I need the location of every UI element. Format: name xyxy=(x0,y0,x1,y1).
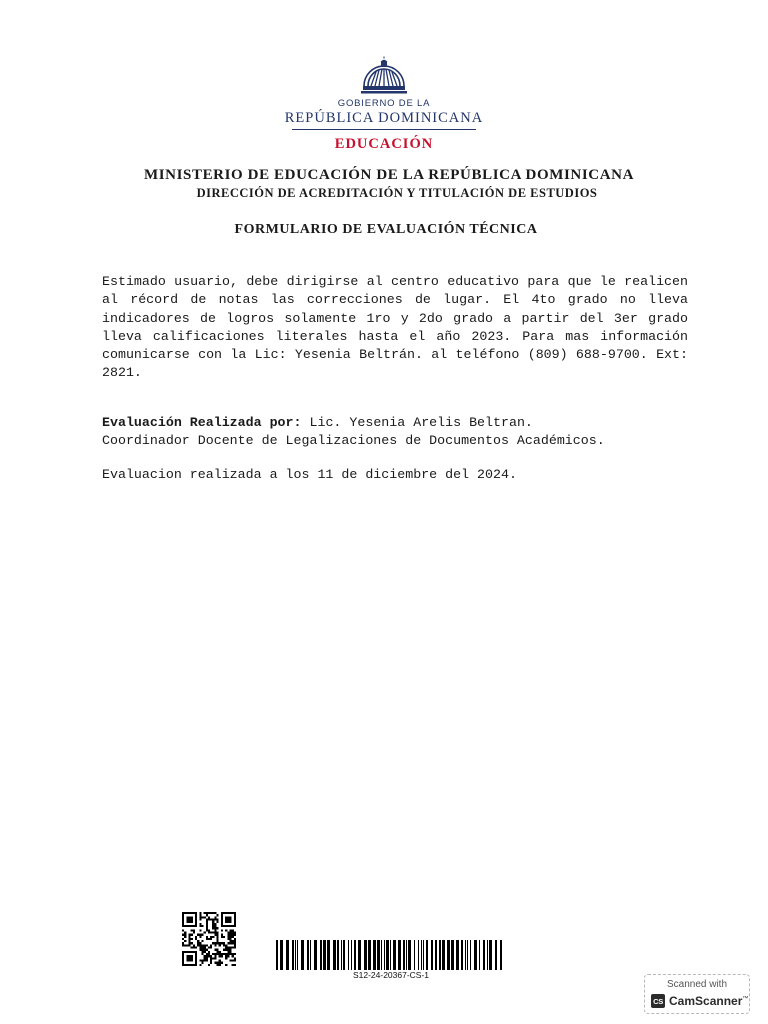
form-title: FORMULARIO DE EVALUACIÓN TÉCNICA xyxy=(234,222,538,237)
logo-sub-text: EDUCACIÓN xyxy=(334,136,434,152)
camscanner-name-text: CamScanner xyxy=(669,994,743,1008)
evaluation-message: Estimado usuario, debe dirigirse al centro educativo para que le realicen al récord de notas las correcciones de lugar. El 4to grado no lleva indicadores de logros solamente 1ro y 2do grado a partir del 3er grado lleva calificaciones literales hasta el año 2023. Para mas información comunicarse con la Lic: Yesenia Beltrán. al teléfono (809) 688-9700. Ext: 2821. xyxy=(102,274,688,381)
government-logo xyxy=(0,56,768,153)
logo-main-text: REPÚBLICA DOMINICANA xyxy=(284,110,484,126)
qr-code xyxy=(182,912,236,966)
evaluation-date: Evaluacion realizada a los 11 de diciembre del 2024. xyxy=(102,467,517,482)
evaluator-name: Lic. Yesenia Arelis Beltran. xyxy=(301,415,533,430)
camscanner-logo-icon: CS xyxy=(651,994,665,1008)
evaluator-block xyxy=(102,414,702,451)
evaluator-role: Coordinador Docente de Legalizaciones de Documentos Académicos. xyxy=(102,433,605,449)
logo-small-text: GOBIERNO DE LA xyxy=(337,98,431,109)
dome-emblem-icon xyxy=(359,56,409,94)
scanned-with-text: Scanned with xyxy=(666,979,728,990)
ministry-heading: MINISTERIO DE EDUCACIÓN DE LA REPÚBLICA DOMINICANA xyxy=(143,167,635,183)
camscanner-badge xyxy=(644,974,750,1014)
trademark-symbol: ™ xyxy=(742,996,749,1002)
barcode xyxy=(276,940,506,970)
logo-divider xyxy=(292,129,476,130)
direction-heading: DIRECCIÓN DE ACREDITACIÓN Y TITULACIÓN DE ESTUDIOS xyxy=(196,186,598,200)
camscanner-name xyxy=(669,994,748,1008)
evaluator-label: Evaluación Realizada por: xyxy=(102,415,302,430)
barcode-number: S12-24-20367-CS-1 xyxy=(352,970,430,980)
